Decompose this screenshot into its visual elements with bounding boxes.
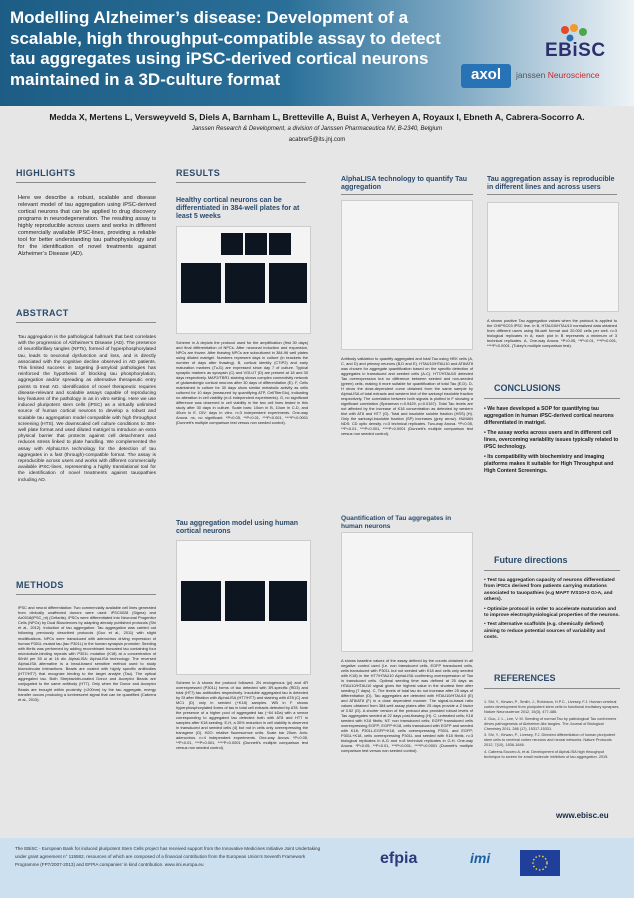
figure-image: [181, 581, 221, 621]
reference-item: 4. Cabrera-Socorro A, et al. Development of AlphaLISA high throughput technique to screen for small molecule inhibitors of tau aggregation. 2015.: [484, 750, 609, 760]
janssen-name: janssen: [516, 70, 546, 80]
reproducible-title: Tau aggregation assay is reproducible in different lines and across users: [487, 176, 615, 191]
reference-item: 3. Shi, Y., Kirwan, P., Livesey, F.J. Directed differentiation of human pluripotent stem cells to cerebral cortex neurons and neural networks. Nature Protocols 2012, 7(10), 1836-1846.: [484, 733, 616, 748]
future-text: Test tau aggregation capacity of neurons differentiated from iPSCs derived from patients carrying mutations associated to tauopathies (e.g MAPT IVS10+3 G>A, and others).: [484, 578, 615, 603]
reference-item: 2. Guo, J. L., Lee, V. M. Seeding of normal Tau by pathological Tau conformers drives pathogenesis of Alzheimer-like tangles. The Journal of Biological Chemistry 2011, 286 (17), 15317-15331.: [484, 716, 617, 731]
reference-text: Shi, Y., Kirwan, P., Smith, J., Robinson, H.P.C., Livesey, F.J. Human cerebral cortex development from pluripotent stem cells to functional excitatory synapses. Nature Neuroscience 2012, 15(3), 477-486.: [484, 700, 620, 714]
eu-flag-icon: [520, 850, 560, 876]
divider: [16, 182, 156, 183]
reproducible-caption: A shows positive Tau aggregation values when the protocol is applied to the CHIPSC03 iPSC line. In B, HTAU10/HTAU10 normalized data obtained from different users using 96-well format and 20.000 cells per well. n=3 biological replicates in A; each plot in B represents a minimum of 3 technical replicates. A, One-way Anova. *P<0.05, **P<0.01, ***P<0.001, ****P<0.0001. (Tukey’s multiple comparison test).: [487, 318, 617, 348]
future-title: Future directions: [494, 555, 568, 565]
figure-image: [225, 581, 265, 621]
axol-logo: axol: [461, 64, 511, 88]
website-link[interactable]: www.ebisc.eu: [556, 811, 609, 820]
divider: [16, 322, 156, 323]
alphalisa-caption: Antibody validation to quantify aggregated and total Tau using HEK cells (A, C, and D) and primary neurons (B,D and E). HTAU10/HTAU10 and AT8/AT8 was chosen for aggregate quantification based on the specific detection of aggregates in transduced and seeded cells (A-C). HT7/HTAU10 detected Tau overexpression but no difference between seeded and non-seeded (green) cells, making it more suitable for quantification of total Tau (E,D). D-H show the dose-dependent curve obtained from the same sample by AlphaLISA of total extracts and western blot of the sarkosyl insoluble fraction respectively. The correlation between both signals is plotted in F showing a significant correlation (Spearman r=0.9429, p=0.0167). Total Tau levels are not affected by the increase of K18 concentration as detected by western blot with AT8 and HT7 (G). Total and insoluble soluble fraction (HSS) (H). Only the sarkosyl-insoluble fraction (SP) increases (grey arrow). HUMAN NDS: CD optic density. n=3 technical replicates. Two-way Anova. *P<0.05, **P<0.01, ***P<0.001, ****P<0.0001 (Dunnett’s multiple comparison test versus non seeded control).: [341, 356, 473, 436]
conclusions-list: [484, 406, 620, 478]
divider: [341, 194, 473, 195]
figure-2: [176, 540, 311, 675]
conclusion-item: • The assay works across users and in different cell lines, overcoming variability issues typically related to iPSC technology.: [484, 430, 619, 450]
abstract-body: Tau aggregation is the pathological hallmark that best correlates with the progression of Alzheimer’s Disease (AD). The presence of neurofibrillary tangles (NFTs), formed of hyperphosphorylated tau, leads to neuronal dysfunction and loss, and is directly associated with the cognitive decline observed in AD patients. This limited success in targeting β-amyloid pathologies has reinforced the hypothesis of blocking tau phosphorylation, aggregation and/or spreading as alternative therapeutic entry points to treat AD. Identification of novel therapeutic requires disease-relevant and scalable assays capable of reproducing key features of the pathology in an in vitro setting. Here we use induced pluripotent stem cells (iPSC) as a virtually unlimited source of human cortical neurons to develop a robust and scalable tau aggregation model compatible with high throughput screening (HTS). We downscaled cell culture conditions to 384-well plate format and used diluted matrigel to introduce an extra physical barrier that protects against cell detachment and reduces stress linked to plate handling. We complemented the assay with AlphaLISA technology for the detection of tau aggregates in a fast (through)-compatible format. The assay is reproducible across users and works with different commercially available iPSC-lines, representing a highly translational tool for the identification of novel treatments against tauopathies including AD.: [18, 335, 156, 483]
references-list: [484, 700, 620, 762]
abstract-title: ABSTRACT: [16, 308, 69, 318]
reference-text: Shi, Y., Kirwan, P., Livesey, F.J. Directed differentiation of human pluripotent stem cells to cerebral cortex neurons and neural networks. Nature Protocols 2012, 7(10), 1836-1846.: [484, 733, 616, 748]
conclusions-title: CONCLUSIONS: [494, 383, 561, 393]
figure-1: [176, 226, 311, 334]
divider: [176, 182, 306, 183]
poster-title: Modelling Alzheimer’s disease: Development of a scalable, high throughput-compatible assay to detect tau aggregates using iPSC-derived cortical neurons maintained in a 3D-culture format: [10, 8, 441, 89]
methods-title: METHODS: [16, 580, 64, 590]
results-title: RESULTS: [176, 168, 221, 178]
conclusion-item: • Its compatibility with biochemistry and imaging platforms makes it suitable for High Throughput and High Content Screenings.: [484, 454, 614, 474]
future-item: • Test tau aggregation capacity of neurons differentiated from iPSCs derived from patients carrying mutations associated to tauopathies (e.g MAPT IVS10+3 G>A, and others).: [484, 578, 615, 603]
alphalisa-title: AlphaLISA technology to quantify Tau aggregation: [341, 176, 467, 191]
results-caption-2: Scheme in A shows the protocol followed. 2N endogenous (pi) and 4R overexpressed (P301L) forms of tau detected with 3R-specific (RD3) and total (HT7) tau antibodies respectively. Insoluble aggregated tau is detected by Sf after filtration with AlphaLISA (HT7/HT7) and staining with AT8 (C) and MC1 (D) only in seeded (+K18) samples. WB in F shows hyperphosphorylated forms of tau in total cell extracts detected by AT8. Note the presence of a higher pool of aggregated tau (~64 kDa) with a smear corresponding to aggregated tau detected both with AT8 and HT7 in samples after K18 seeding. E-H, a 30% reduction in cell viability is observed in transduced and seeded cells (4) but not in cells only overexpressing the transgene (G). H2O: relative fluorescence units. Scale bar 20um. Axis: adenovirus. n=4 independent experiments. One-way Anova. *P<0.05, **P<0.01, ***P<0.001, ****P<0.0001 (Dunnett’s multiple comparison test versus non seeded control).: [176, 680, 308, 750]
divider: [484, 570, 620, 571]
figure-5: [487, 202, 619, 312]
imi-logo: imi: [470, 850, 491, 866]
figure-image: [221, 233, 243, 255]
alphalisa-subtitle-2: Quantification of Tau aggregates in human neurons: [341, 515, 452, 530]
conclusion-text: Its compatibility with biochemistry and imaging platforms makes it suitable for High Throughput and High Content Screenings.: [484, 454, 614, 474]
results-subtitle-1: Healthy cortical neurons can be differentiated in 384-well plates for at least 5 weeks: [176, 197, 300, 220]
figure-image: [225, 263, 265, 303]
janssen-division: Neuroscience: [547, 70, 600, 80]
results-subtitle-2: Tau aggregation model using human cortical neurons: [176, 520, 298, 535]
ebisc-logo-text: EBiSC: [545, 40, 606, 61]
figure-image: [269, 233, 291, 255]
efpia-logo: efpia: [380, 850, 418, 867]
authors: Medda X, Mertens L, Versweyveld S, Diels A, Barnham L, Bretteville A, Buist A, Verheyen A, Royaux I, Ebneth A, Cabrera-Socorro A.: [49, 112, 585, 122]
footer-text: The EBiSC - European Bank for induced pluripotent Stem Cells project has received support from the Innovative Medicines Initiative Joint Undertaking under grant agreement n° 115582, resources of which are composed of a financial contribution from the European Union's Seventh Framework Programme (FP7/2007-2013) and EFPIA companies’ in kind contribution. www.imi.europa.eu: [15, 846, 321, 867]
references-title: REFERENCES: [494, 673, 556, 683]
divider: [487, 194, 617, 195]
future-list: [484, 578, 620, 645]
eu-flag-svg: [520, 850, 560, 876]
figure-image: [269, 581, 307, 621]
reference-text: Guo, J. L., Lee, V. M. Seeding of normal Tau by pathological Tau conformers drives pathogenesis of Alzheimer-like tangles. The Journal of Biological Chemistry 2011, 286 (17), 15317-15331.: [484, 716, 617, 731]
email: acabrer5@its.jnj.com: [288, 137, 346, 143]
future-text: Optimize protocol in order to accelerate maturation and to improve electrophysiological properties of the neurons.: [484, 606, 620, 619]
figure-image: [181, 263, 221, 303]
conclusion-text: The assay works across users and in different cell lines, overcoming variability issues typically related to iPSC technology.: [484, 430, 619, 450]
reference-text: Cabrera-Socorro A, et al. Development of AlphaLISA high throughput technique to screen for small molecule inhibitors of tau aggregation. 2015.: [484, 750, 609, 760]
future-item: • Test alternative scaffolds (e.g. chemically defined) aiming to reduce potential sources of variability and costs.: [484, 622, 606, 641]
conclusion-item: • We have developed a SOP for quantifying tau aggregation in human iPSC-derived cortical neurons differentiated in matrigel.: [484, 406, 614, 426]
reference-item: 1. Shi, Y., Kirwan, P., Smith, J., Robinson, H.P.C., Livesey, F.J. Human cerebral cortex development from pluripotent stem cells to functional excitatory synapses. Nature Neuroscience 2012, 15(3), 477-486.: [484, 700, 620, 714]
figure-4: [341, 532, 473, 652]
future-text: Test alternative scaffolds (e.g. chemically defined) aiming to reduce potential sources of variability and costs.: [484, 622, 606, 641]
divider: [484, 398, 620, 399]
conclusion-text: We have developed a SOP for quantifying tau aggregation in human iPSC-derived cortical neurons differentiated in matrigel.: [484, 406, 614, 426]
figure-image: [269, 263, 307, 303]
divider: [484, 688, 620, 689]
highlights-title: HIGHLIGHTS: [16, 168, 76, 178]
affiliation: Janssen Research & Development, a division of Janssen Pharmaceutica NV, B-2340, Belgium: [191, 126, 443, 132]
future-item: • Optimize protocol in order to accelerate maturation and to improve electrophysiological properties of the neurons.: [484, 606, 620, 619]
janssen-logo: [516, 70, 621, 86]
divider: [16, 594, 156, 595]
figure-3: [341, 200, 473, 350]
alphalisa-caption-2: A shows baseline values of the assay defined by the counts obtained in all negative control used (i.e. non transduced cells, EGFP transduced cells, cells transduced with P301L but not seeded with K18 and cells only seeded with K18) in the HT7/HTAU10 AlphaLISA confirming overexpression of Tau in transduced cells. Optimal seeding time was defined at 25 days as HTAU10/HTAU10 signal gives the highest value in the shortest time after seeding (7 days). C, The levels of total tau do not increase after 25 days of differentiation (D). Tau aggregates are detected with HTAU10/HTAU10 (E) and AT8/AT8 (F) in a dose dependent manner. The signal-to-basal ratio values obtained from 384-well assay plates after 25 days provide a Z factor of 0.52 (G). A shorter version of the protocol also provided robust levels of Tau aggregates seeded at 22 days post-thawing (H). C, untreated cells; K18 seeded with K18 fibrils; NT: non transduced cells; EGFP transduced cells overexpressing EGFP; EGFP+K18, cells transduced with EGFP and seeded with K18; P301L-EGFP+K18, cells overexpressing P301L and EGFP; P301L+K18, cells overexpressing P301L and seeded with K18 fibrils. n=3 biological replicates in A-G and n=8 technical replicates in G-H. One-way Anova. *P<0.05, **P<0.01, ***P<0.001, ****P<0.0001 (Dunnett’s multiple comparison test versus non seeded control).: [341, 658, 473, 753]
figure-image: [245, 233, 267, 255]
highlights-body: Here we describe a robust, scalable and disease relevant model of tau aggregation using iPSC-derived cortical neurons that can be applied to drug discovery programs in neurodegeneration. The resulting assay is highly reproducible across users and works in different commercially available iPSC-lines, providing a reliable tool for better understanding tau pathophysiology and for the identification of novel treatments against Alzheimer’s Disease (AD).: [18, 195, 156, 257]
methods-body: iPSC and neural differentiation: Two commercially available cell lines generated from clinically unaffected donors were used: iPSC0028 (Sigma) and Ax0018(iPSC_nt) (Cellartis). iPSCs were differentiated into Neuronal Progenitor Cells (NPCs) by Dual Biosciences by adapting already published protocols (Shi et al., 2012). Induction of tau aggregation: Tau aggregation was carried out following previously described protocols (Guo et al., 2011) with slight modifications. NPCs were transduced with adenovirus driving expression of human P301L mutant tau (tau P301L) in the human synapsin promoter. Seeding with fibrils was performed by adding recombinant truncated tau containing four microtubule-binding repeats with P301L mutation (K18) at a concentration of 50nM per 50 ul at 16 div. AlphaLISA: AlphaLISA technology: The reversed AlphaLISA alternative is a bead-based sensitive method used to study biomolecular interactions. Beads are coated with highly specific antibodies (HT7/HT7) that recognize binding to the target analyte (Tau). The optical aggregated tau. Both Streptavidin-coated Donor and Acceptor Beads are conjugated to the same antibody (HT7). Only when the Donor and Acceptor Beads are brought within proximity (<200nm) by the tau aggregate, energy transfer occurs producing a luminescent signal that can be quantified (Cabrera et al., 2015).: [18, 605, 156, 702]
results-caption-1: Scheme in A depicts the protocol used for the amplification (first 30 days) and final differentiation of NPCs. After neuronal induction and expansion, NPCs are frozen. After thawing NPCs are subcultured in 384-96 well plates using diluted matrigel. Numbers represent days in culture (in brackets the number of days after thawing). B, cortical identity (CTIP2) and early maturation markers (TuJ1) are expressed since day 7 of culture. Typical synaptic markers as synapsin (C) and VGLUT (D) are present at 18 and 30 days respectively. MAP2/TBR1 staining shows complex connectivity network of glutamatergic cortical neurons after 30 days of differentiation (E). F, Cells maintained in culture for 30 days show similar metabolic activity as cells cultured for 10 days (measured by quantifying ATP, CellTiterGlo), indicating no alteration in cell viability (n=4 independent experiments). G, no significant difference was observed in cell viability in the two cell lines tested in this study after 30 days in culture. Scale bars: 10um in B, 10um in C-D, and 40um in E. DIV: days in vitro. n=3 independent experiments. One-way Anova. ns, no significant. *P<0.05, **P<0.01, ***P<0.001, ****P<0.0001 (Dunnett’s multiple comparison test versus non seeded control).: [176, 340, 308, 425]
